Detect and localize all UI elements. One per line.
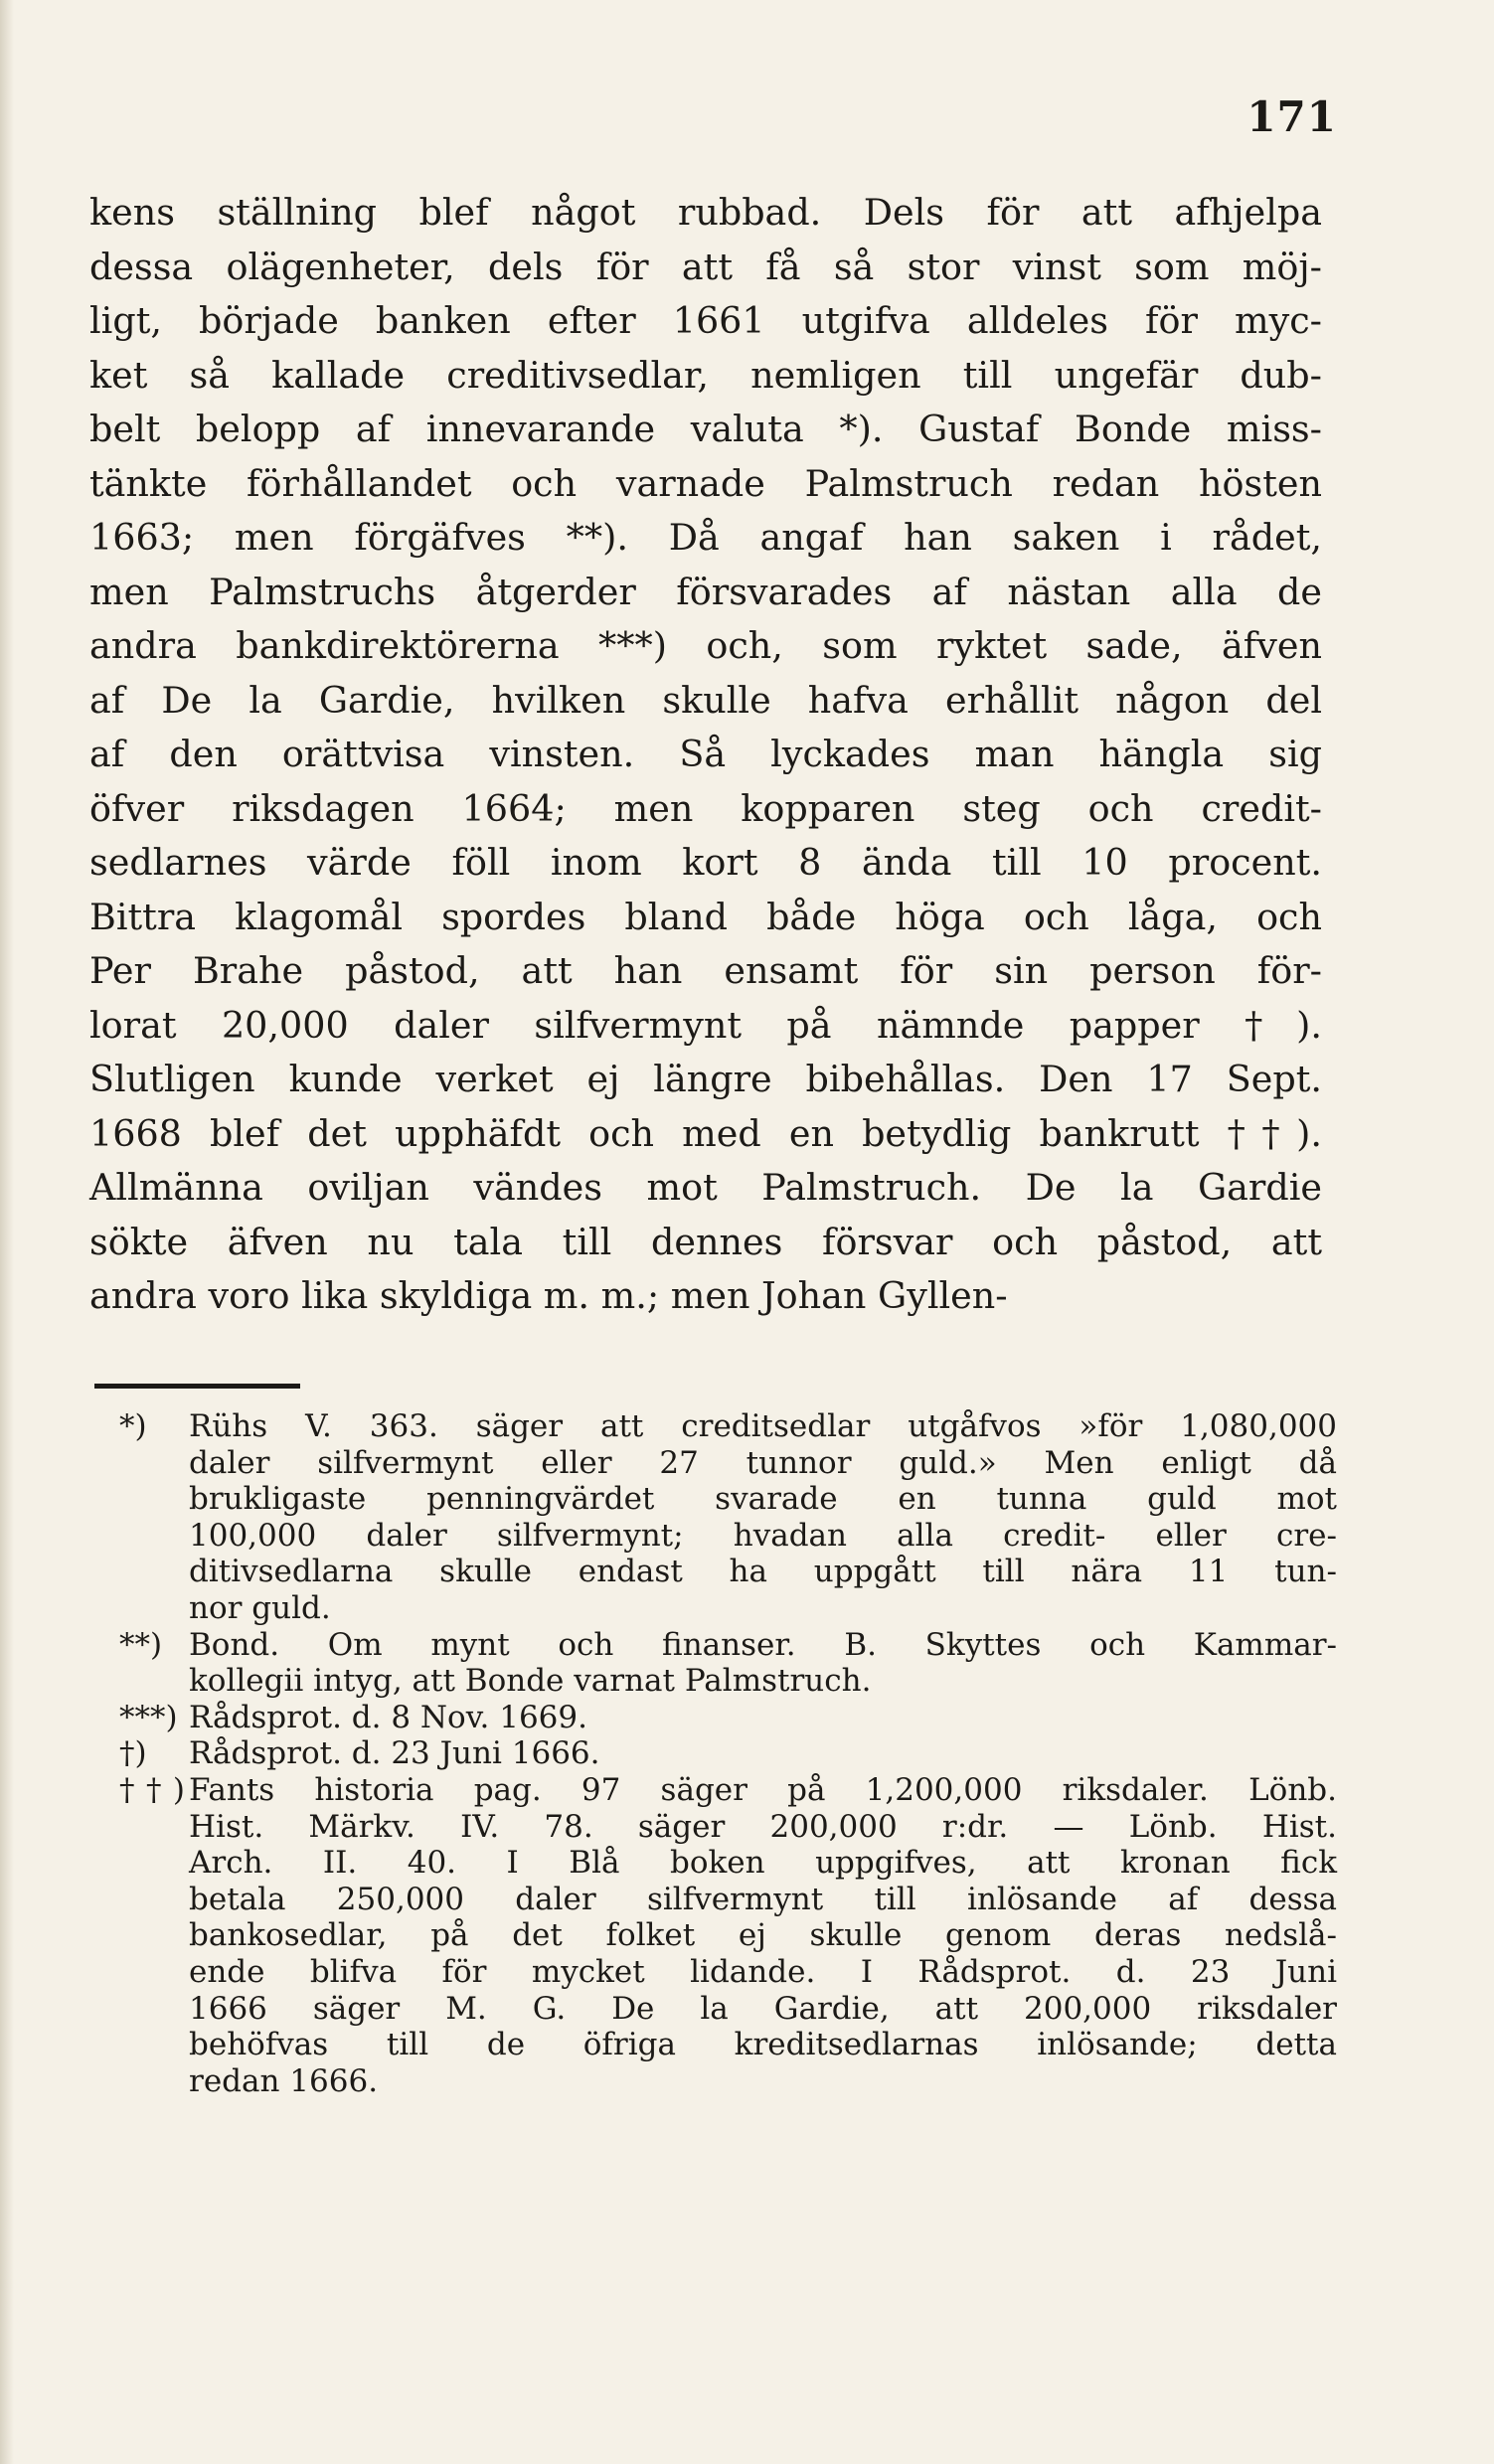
- footnote-line: [119, 1772, 1337, 1809]
- main-line: kens ställning blef något rubbad. Dels för att afhjelpa: [89, 191, 1322, 234]
- footnote-text: Rühs V. 363. säger att creditsedlar utgåfvos »för 1,080,000: [189, 1408, 1337, 1444]
- main-line: tänkte förhållandet och varnade Palmstruch redan hösten: [89, 461, 1322, 505]
- footnote-line: [119, 1917, 1337, 1954]
- footnote-text: bankosedlar, på det folket ej skulle genom deras nedslå-: [189, 1917, 1337, 1954]
- footnote-marker: †): [119, 1735, 147, 1772]
- footnote-line: [119, 1627, 1337, 1664]
- main-line: lorat 20,000 daler silfvermynt på nämnde papper †).: [89, 1003, 1322, 1047]
- footnote-marker: **): [119, 1626, 163, 1663]
- footnote-line: [119, 1954, 1337, 1991]
- main-line: sedlarnes värde föll inom kort 8 ända till 10 procent.: [89, 841, 1322, 884]
- footnote-line: [119, 2063, 1337, 2100]
- footnote-text: 1666 säger M. G. De la Gardie, att 200,000 riksdaler: [189, 1990, 1337, 2027]
- footnote-text: Rådsprot. d. 8 Nov. 1669.: [189, 1699, 587, 1735]
- footnote-line: [119, 1590, 1337, 1627]
- footnote-line: [119, 1445, 1337, 1482]
- main-text: [89, 186, 1322, 1324]
- page-edge-shadow: [0, 0, 14, 2464]
- main-line: af den orättvisa vinsten. Så lyckades man hängla sig: [89, 733, 1322, 775]
- footnote-text: redan 1666.: [189, 2062, 379, 2099]
- footnote-line: [119, 1735, 1337, 1772]
- footnote-text: brukligaste penningvärdet svarade en tunna guld mot: [189, 1481, 1337, 1518]
- footnote-line: [119, 1809, 1337, 1846]
- main-line: andra voro lika skyldiga m. m.; men Johan Gyllen-: [89, 1274, 1008, 1317]
- footnote-text: Hist. Märkv. IV. 78. säger 200,000 r:dr. — Lönb. Hist.: [189, 1808, 1337, 1845]
- footnote-text: Rådsprot. d. 23 Juni 1666.: [189, 1735, 600, 1772]
- footnote-marker: ††): [119, 1771, 185, 1808]
- footnote-text: Arch. II. 40. I Blå boken uppgifves, att kronan fick: [189, 1845, 1337, 1882]
- footnote-marker: *): [119, 1408, 147, 1444]
- main-line: Bittra klagomål spordes bland både höga och låga, och: [89, 895, 1322, 938]
- footnote-text: 100,000 daler silfvermynt; hvadan alla credit- eller cre-: [189, 1517, 1337, 1554]
- main-line: belt belopp af innevarande valuta *). Gustaf Bonde miss-: [89, 408, 1322, 450]
- main-line: ligt, började banken efter 1661 utgifva alldeles för myc-: [89, 299, 1322, 342]
- main-line: Slutligen kunde verket ej längre bibehållas. Den 17 Sept.: [89, 1058, 1322, 1100]
- footnote-separator-rule: [94, 1384, 300, 1389]
- footnote-line: [119, 1700, 1337, 1736]
- footnote-text: kollegii intyg, att Bonde varnat Palmstruch.: [189, 1663, 872, 1700]
- footnote-line: [119, 1518, 1337, 1555]
- footnote-marker: ***): [119, 1699, 178, 1735]
- main-line: Allmänna oviljan vändes mot Palmstruch. De la Gardie: [89, 1166, 1322, 1209]
- footnote-line: [119, 1408, 1337, 1445]
- page-number: 171: [1246, 92, 1337, 141]
- main-line: andra bankdirektörerna ***) och, som ryktet sade, äfven: [89, 624, 1322, 667]
- footnote-line: [119, 1554, 1337, 1590]
- footnote-text: Bond. Om mynt och finanser. B. Skyttes och Kammar-: [189, 1626, 1337, 1663]
- main-line: sökte äfven nu tala till dennes försvar och påstod, att: [89, 1220, 1322, 1263]
- main-line: af De la Gardie, hvilken skulle hafva erhållit någon del: [89, 678, 1322, 722]
- footnote-line: [119, 2027, 1337, 2063]
- main-line: 1663; men förgäfves **). Då angaf han saken i rådet,: [89, 516, 1322, 559]
- main-line: dessa olägenheter, dels för att få så stor vinst som möj-: [89, 245, 1322, 288]
- main-line: ket så kallade creditivsedlar, nemligen till ungefär dub-: [89, 353, 1322, 397]
- footnote-text: ditivsedlarna skulle endast ha uppgått till nära 11 tun-: [189, 1554, 1337, 1590]
- footnote-line: [119, 1882, 1337, 1918]
- footnote-text: Fants historia pag. 97 säger på 1,200,000 riksdaler. Lönb.: [189, 1771, 1337, 1808]
- main-line: Per Brahe påstod, att han ensamt för sin person för-: [89, 949, 1322, 992]
- footnote-text: nor guld.: [189, 1589, 331, 1626]
- footnote-line: [119, 1845, 1337, 1882]
- footnote-line: [119, 1991, 1337, 2028]
- footnote-text: behöfvas till de öfriga kreditsedlarnas inlösande; detta: [189, 2027, 1337, 2063]
- footnote-text: daler silfvermynt eller 27 tunnor guld.» Men enligt då: [189, 1444, 1337, 1481]
- footnote-line: [119, 1481, 1337, 1518]
- main-line: öfver riksdagen 1664; men kopparen steg och credit-: [89, 786, 1322, 830]
- main-line: men Palmstruchs åtgerder försvarades af nästan alla de: [89, 570, 1322, 613]
- footnote-text: ende blifva för mycket lidande. I Rådsprot. d. 23 Juni: [189, 1953, 1337, 1990]
- footnotes: [119, 1408, 1337, 2099]
- main-line: 1668 blef det upphäfdt och med en betydlig bankrutt ††).: [89, 1111, 1322, 1155]
- footnote-line: [119, 1663, 1337, 1700]
- footnote-text: betala 250,000 daler silfvermynt till inlösande af dessa: [189, 1881, 1337, 1917]
